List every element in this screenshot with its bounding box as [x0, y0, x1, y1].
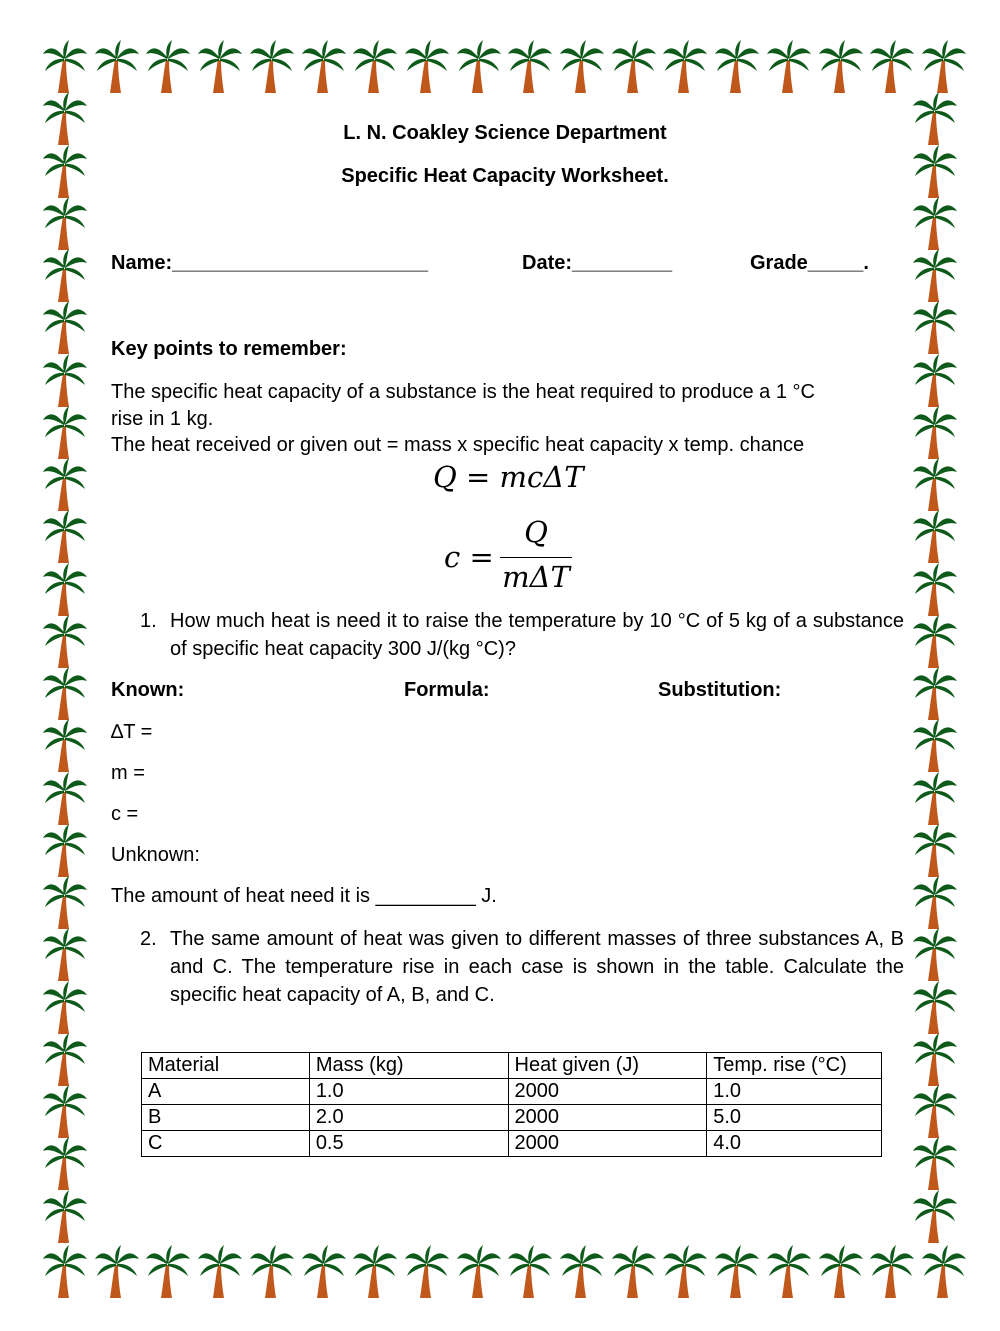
palm-tree-icon: [94, 1245, 140, 1299]
table-header-cell: Temp. rise (°C): [707, 1053, 882, 1079]
palm-tree-icon: [507, 1245, 553, 1299]
table-header-cell: Material: [142, 1053, 310, 1079]
palm-tree-icon: [912, 406, 958, 460]
palm-tree-icon: [42, 458, 88, 512]
key-points-heading: Key points to remember:: [111, 338, 347, 360]
palm-tree-icon: [559, 1245, 605, 1299]
palm-tree-icon: [912, 354, 958, 408]
question-1: [140, 607, 904, 667]
palm-tree-icon: [42, 197, 88, 251]
palm-tree-icon: [42, 772, 88, 826]
table-cell: 4.0: [707, 1131, 882, 1157]
key-point-line-1: The specific heat capacity of a substance is the heat required to produce a 1 °C: [111, 381, 815, 403]
palm-tree-icon: [456, 1245, 502, 1299]
key-point-line-2: rise in 1 kg.: [111, 408, 214, 430]
palm-tree-icon: [869, 40, 915, 94]
palm-tree-icon: [42, 301, 88, 355]
question-2: [140, 925, 904, 1011]
specific-heat-line: c =: [111, 803, 139, 825]
palm-tree-icon: [42, 1085, 88, 1139]
table-cell: 2000: [508, 1105, 707, 1131]
table-header-cell: Mass (kg): [309, 1053, 508, 1079]
worksheet-title: Specific Heat Capacity Worksheet.: [341, 165, 669, 187]
palm-tree-icon: [404, 40, 450, 94]
palm-tree-icon: [145, 1245, 191, 1299]
department-title: L. N. Coakley Science Department: [343, 122, 667, 144]
date-field: Date:_________: [522, 252, 673, 274]
palm-tree-icon: [912, 197, 958, 251]
palm-tree-icon: [766, 40, 812, 94]
palm-tree-icon: [42, 824, 88, 878]
unknown-line: Unknown:: [111, 844, 200, 866]
palm-tree-icon: [42, 510, 88, 564]
palm-tree-icon: [42, 667, 88, 721]
table-cell: 2000: [508, 1131, 707, 1157]
palm-tree-icon: [921, 40, 967, 94]
palm-tree-icon: [352, 1245, 398, 1299]
table-cell: C: [142, 1131, 310, 1157]
palm-tree-icon: [912, 458, 958, 512]
palm-tree-icon: [912, 1085, 958, 1139]
palm-tree-icon: [611, 1245, 657, 1299]
palm-tree-icon: [42, 406, 88, 460]
answer-line: The amount of heat need it is _________ J.: [111, 885, 497, 907]
palm-tree-icon: [301, 40, 347, 94]
palm-tree-icon: [912, 510, 958, 564]
palm-tree-icon: [912, 615, 958, 669]
known-label: Known:: [111, 679, 185, 701]
palm-tree-icon: [404, 1245, 450, 1299]
palm-tree-icon: [912, 301, 958, 355]
table-cell: 2000: [508, 1079, 707, 1105]
table-header-row: [142, 1053, 882, 1079]
table-cell: 2.0: [309, 1105, 508, 1131]
palm-tree-icon: [456, 40, 502, 94]
grade-field: Grade_____.: [750, 252, 869, 274]
palm-tree-icon: [249, 1245, 295, 1299]
palm-tree-icon: [912, 1033, 958, 1087]
table-cell: 0.5: [309, 1131, 508, 1157]
formula-label: Formula:: [404, 679, 490, 701]
palm-tree-icon: [662, 1245, 708, 1299]
data-table: [141, 1052, 882, 1157]
palm-tree-icon: [197, 1245, 243, 1299]
palm-tree-icon: [559, 40, 605, 94]
name-field: Name:_______________________: [111, 252, 428, 274]
palm-tree-icon: [352, 40, 398, 94]
question-2-number: 2.: [140, 928, 157, 950]
palm-tree-icon: [912, 719, 958, 773]
palm-tree-icon: [912, 667, 958, 721]
table-cell: 1.0: [707, 1079, 882, 1105]
substitution-label: Substitution:: [658, 679, 782, 701]
palm-tree-icon: [42, 40, 88, 94]
palm-tree-icon: [714, 1245, 760, 1299]
palm-tree-icon: [42, 1033, 88, 1087]
palm-tree-icon: [912, 563, 958, 617]
mass-line: m =: [111, 762, 145, 784]
palm-tree-icon: [662, 40, 708, 94]
palm-tree-icon: [145, 40, 191, 94]
palm-tree-icon: [912, 824, 958, 878]
palm-tree-icon: [42, 928, 88, 982]
question-2-text: The same amount of heat was given to different masses of three substances A, B and C. The temperature rise in each case is shown in the table. Calculate the specific heat capacity of A, B, and C.: [170, 928, 904, 1006]
table-cell: A: [142, 1079, 310, 1105]
table-cell: 1.0: [309, 1079, 508, 1105]
palm-tree-icon: [912, 928, 958, 982]
palm-tree-icon: [42, 719, 88, 773]
palm-tree-icon: [766, 1245, 812, 1299]
palm-tree-icon: [714, 40, 760, 94]
table-row: [142, 1105, 882, 1131]
palm-tree-icon: [921, 1245, 967, 1299]
palm-tree-icon: [42, 563, 88, 617]
palm-tree-icon: [611, 40, 657, 94]
formula-c-denominator: mΔT: [502, 560, 570, 594]
delta-t-line: ∆T =: [111, 721, 153, 743]
palm-tree-icon: [912, 1190, 958, 1244]
palm-tree-icon: [912, 1137, 958, 1191]
question-1-number: 1.: [140, 610, 157, 632]
palm-tree-icon: [94, 40, 140, 94]
palm-tree-icon: [301, 1245, 347, 1299]
palm-tree-icon: [42, 981, 88, 1035]
palm-tree-icon: [912, 876, 958, 930]
palm-tree-icon: [42, 1190, 88, 1244]
table-cell: B: [142, 1105, 310, 1131]
table-row: [142, 1131, 882, 1157]
palm-tree-icon: [42, 615, 88, 669]
palm-tree-icon: [507, 40, 553, 94]
fraction-bar: [500, 557, 572, 558]
formula-c-numerator: Q: [524, 515, 548, 549]
palm-tree-icon: [818, 40, 864, 94]
palm-tree-icon: [42, 354, 88, 408]
palm-tree-icon: [912, 772, 958, 826]
table-row: [142, 1079, 882, 1105]
palm-tree-icon: [818, 1245, 864, 1299]
key-point-line-3: The heat received or given out = mass x specific heat capacity x temp. chance: [111, 434, 805, 456]
question-1-text: How much heat is need it to raise the temperature by 10 °C of 5 kg of a substance of specific heat capacity 300 J/(kg °C)?: [170, 610, 904, 660]
palm-tree-icon: [249, 40, 295, 94]
palm-tree-icon: [869, 1245, 915, 1299]
formula-heat: Q = mcΔT: [433, 460, 584, 494]
palm-tree-icon: [42, 1245, 88, 1299]
palm-tree-icon: [42, 1137, 88, 1191]
palm-tree-icon: [42, 249, 88, 303]
formula-c-lhs: c =: [444, 540, 494, 574]
palm-tree-icon: [197, 40, 243, 94]
palm-tree-icon: [42, 876, 88, 930]
table-header-cell: Heat given (J): [508, 1053, 707, 1079]
table-cell: 5.0: [707, 1105, 882, 1131]
palm-tree-icon: [912, 981, 958, 1035]
palm-tree-icon: [912, 249, 958, 303]
